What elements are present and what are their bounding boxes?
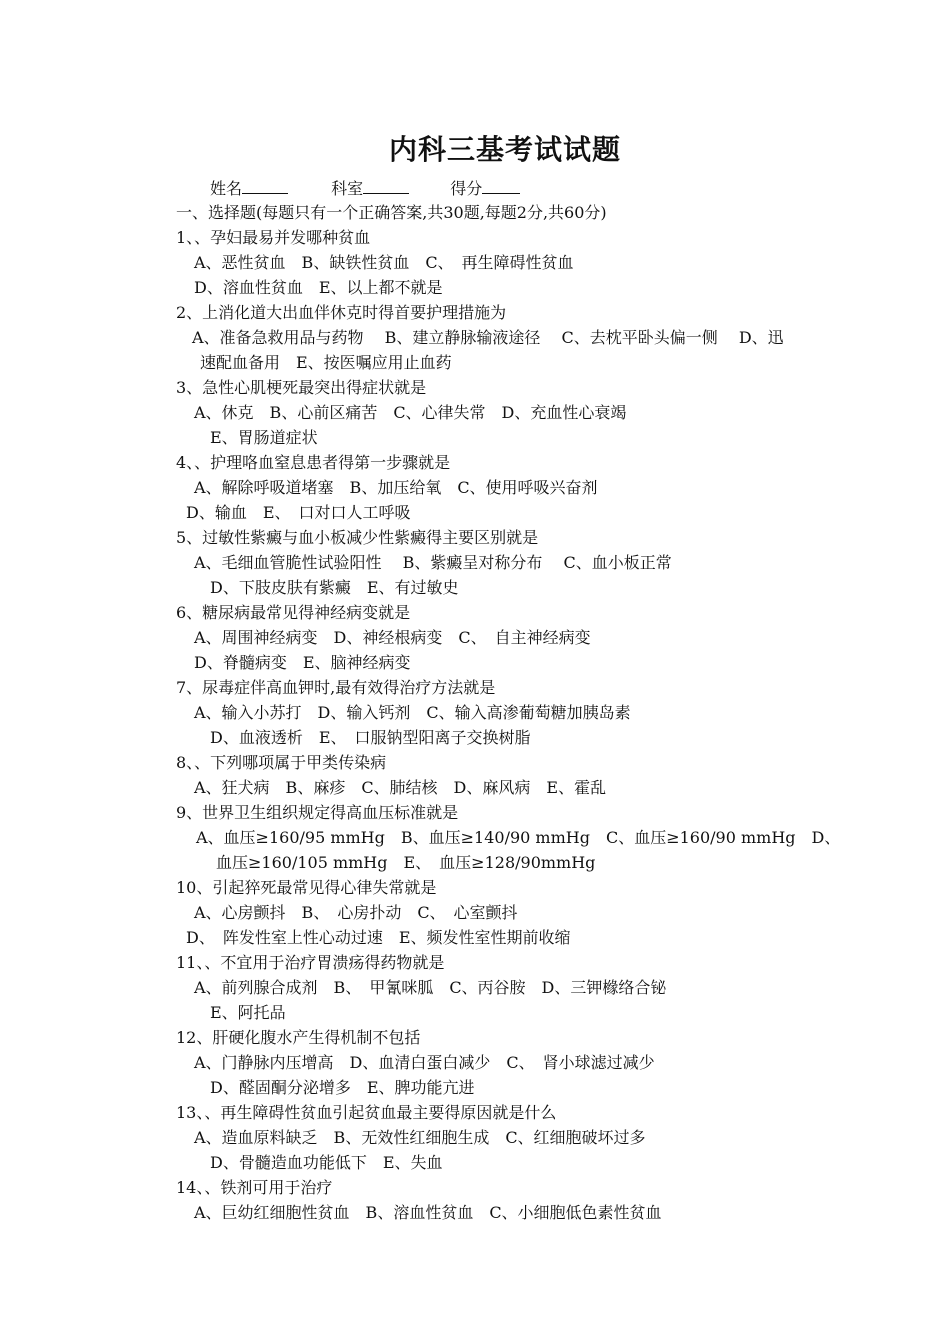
question-4: 4、、护理咯血窒息患者得第一步骤就是 [176, 453, 451, 472]
question-list [176, 200, 841, 1225]
question-1-options-a: A、恶性贫血 B、缺铁性贫血 C、 再生障碍性贫血 [194, 253, 574, 272]
question-4-options-b: D、输血 E、 口对口人工呼吸 [186, 503, 411, 522]
question-11-options-a: A、前列腺合成剂 B、 甲氰咪胍 C、丙谷胺 D、三钾橼络合铋 [194, 978, 667, 997]
question-5-options-b: D、下肢皮肤有紫癜 E、有过敏史 [210, 578, 459, 597]
question-5: 5、过敏性紫癜与血小板减少性紫癜得主要区别就是 [176, 528, 539, 547]
question-7: 7、尿毒症伴高血钾时,最有效得治疗方法就是 [176, 678, 496, 697]
question-13-options-a: A、造血原料缺乏 B、无效性红细胞生成 C、红细胞破坏过多 [194, 1128, 646, 1147]
question-3-options-b: E、胃肠道症状 [210, 428, 318, 447]
question-3-options-a: A、休克 B、心前区痛苦 C、心律失常 D、充血性心衰竭 [194, 403, 627, 422]
question-6: 6、糖尿病最常见得神经病变就是 [176, 603, 411, 622]
question-13: 13、、再生障碍性贫血引起贫血最主要得原因就是什么 [176, 1103, 557, 1122]
page-title: 内科三基考试试题 [388, 133, 621, 166]
name-label: 姓名 [210, 179, 243, 198]
question-9-options-a: A、血压≥160/95 mmHg B、血压≥140/90 mmHg C、血压≥160/90 mmHg D、 [196, 828, 841, 847]
dept-label: 科室 [331, 179, 364, 198]
question-12: 12、肝硬化腹水产生得机制不包括 [176, 1028, 421, 1047]
question-12-options-b: D、醛固酮分泌增多 E、脾功能亢进 [210, 1078, 475, 1097]
question-12-options-a: A、门静脉内压增高 D、血清白蛋白减少 C、 肾小球滤过减少 [194, 1053, 655, 1072]
question-8: 8、、下列哪项属于甲类传染病 [176, 753, 387, 772]
dept-field [331, 176, 409, 199]
question-4-options-a: A、解除呼吸道堵塞 B、加压给氧 C、使用呼吸兴奋剂 [194, 478, 598, 497]
question-11-options-b: E、阿托品 [210, 1003, 286, 1022]
question-10-options-b: D、 阵发性室上性心动过速 E、频发性室性期前收缩 [186, 928, 571, 947]
name-blank [242, 179, 288, 194]
question-9: 9、世界卫生组织规定得高血压标准就是 [176, 803, 459, 822]
question-3: 3、急性心肌梗死最突出得症状就是 [176, 378, 427, 397]
student-info-row [210, 176, 520, 199]
question-6-options-a: A、周围神经病变 D、神经根病变 C、 自主神经病变 [194, 628, 591, 647]
name-field [210, 176, 288, 199]
question-5-options-a: A、毛细血管脆性试验阳性 B、紫癜呈对称分布 C、血小板正常 [194, 553, 672, 572]
question-1-options-b: D、溶血性贫血 E、以上都不就是 [194, 278, 443, 297]
question-1: 1、、孕妇最易并发哪种贫血 [176, 228, 371, 247]
question-7-options-a: A、输入小苏打 D、输入钙剂 C、输入高渗葡萄糖加胰岛素 [194, 703, 631, 722]
question-7-options-b: D、血液透析 E、 口服钠型阳离子交换树脂 [210, 728, 531, 747]
question-10: 10、引起猝死最常见得心律失常就是 [176, 878, 437, 897]
question-8-options: A、狂犬病 B、麻疹 C、肺结核 D、麻风病 E、霍乱 [194, 778, 607, 797]
score-field [450, 176, 520, 199]
question-9-options-b: 血压≥160/105 mmHg E、 血压≥128/90mmHg [216, 853, 596, 872]
question-6-options-b: D、脊髓病变 E、脑神经病变 [194, 653, 411, 672]
score-blank [482, 179, 520, 194]
question-14: 14、、铁剂可用于治疗 [176, 1178, 333, 1197]
question-11: 11、、不宜用于治疗胃溃疡得药物就是 [176, 953, 445, 972]
question-2-options-b: 速配血备用 E、按医嘱应用止血药 [200, 353, 452, 372]
dept-blank [363, 179, 409, 194]
score-label: 得分 [450, 179, 483, 198]
question-2-options-a: A、准备急救用品与药物 B、建立静脉输液途径 C、去枕平卧头偏一侧 D、迅 [192, 328, 784, 347]
question-13-options-b: D、骨髓造血功能低下 E、失血 [210, 1153, 443, 1172]
section-header: 一、选择题(每题只有一个正确答案,共30题,每题2分,共60分) [176, 203, 607, 222]
question-10-options-a: A、心房颤抖 B、 心房扑动 C、 心室颤抖 [194, 903, 518, 922]
question-14-options-a: A、巨幼红细胞性贫血 B、溶血性贫血 C、小细胞低色素性贫血 [194, 1203, 662, 1222]
question-2: 2、上消化道大出血伴休克时得首要护理措施为 [176, 303, 507, 322]
